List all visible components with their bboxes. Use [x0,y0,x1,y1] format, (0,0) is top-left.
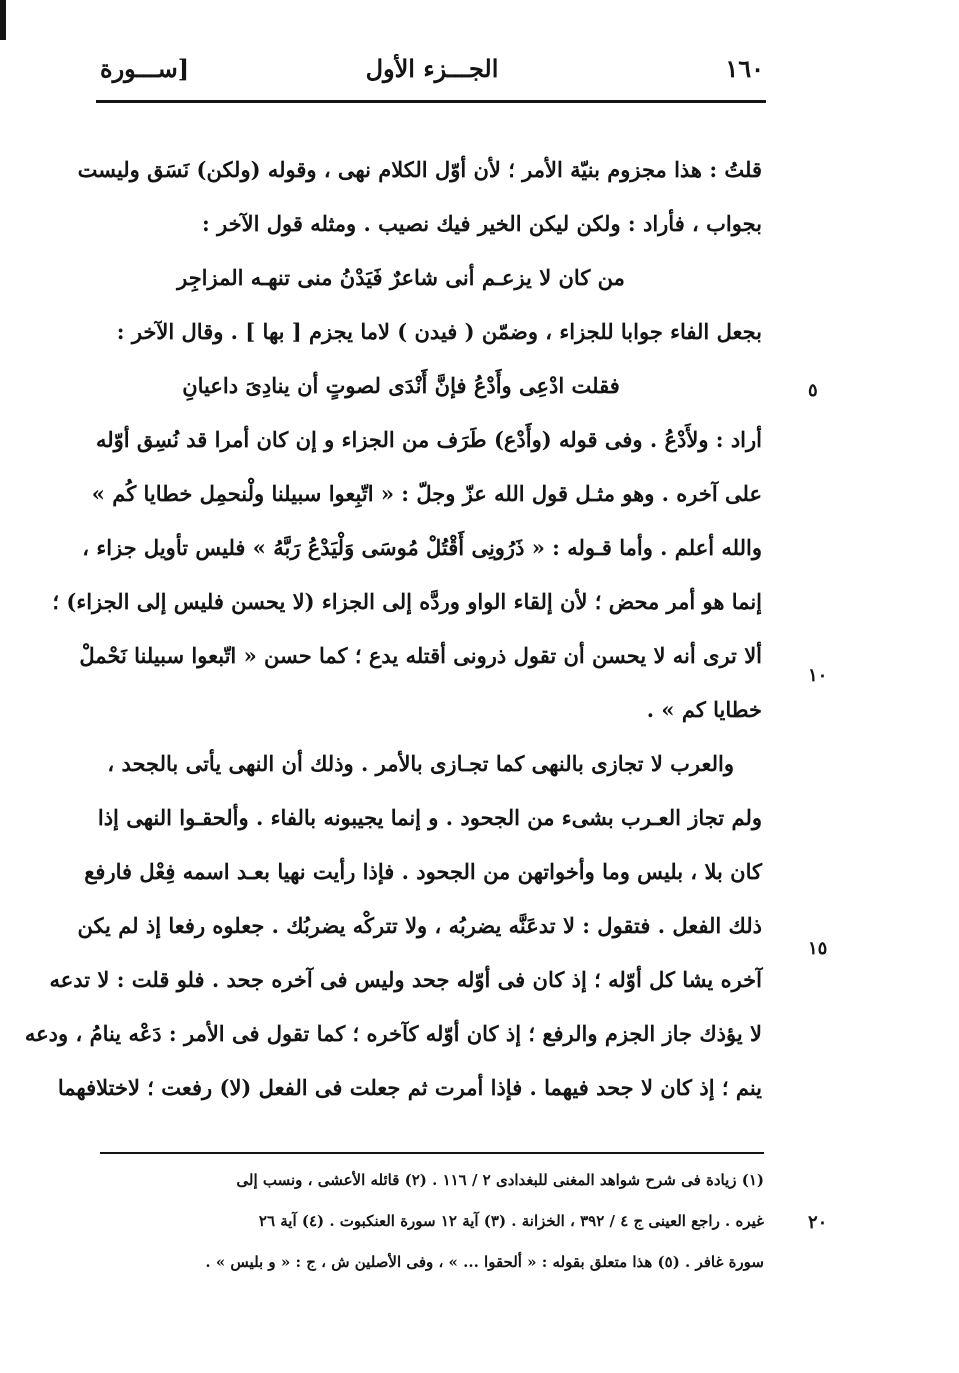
page-header [100,54,764,96]
text-line: خطايا كم » . [646,697,762,722]
scan-edge-mark [0,0,6,40]
text-line: كان بلا ، بليس وما وأخواتهن من الجحود . فإذا رأيت نهيا بعـد اسمه فِعْل فارفع [84,859,762,884]
text-line: ولم تجاز العـرب بشىء من الجحود . و إنما يجيبونه بالفاء . وألحقـوا النهى إذا [97,805,762,830]
verse-line: فقلت ادْعِى وأَدْعُ فإنَّ أَنْدَى لصوتٍ أن ينادِىَ داعيانِ [182,373,620,398]
line-number-10: ١٠ [808,665,828,686]
footnote-line: (١) زيادة فى شرح شواهد المغنى للبغدادى ٢ / ١١٦ . (٢) قائله الأعشى ، ونسب إلى [236,1171,764,1189]
text-line: ذلك الفعل . فتقول : لا تدعَنَّه يضربُه ، ولا تتركْه يضربُك . جعلوه رفعا إذ لم يكن [77,913,762,938]
line-number-20: ٢٠ [808,1212,828,1233]
text-line: قلتُ : هذا مجزوم بنيّة الأمر ؛ لأن أوّل الكلام نهى ، وقوله (ولكن) نَسَق وليست [77,157,762,182]
text-line: بجعل الفاء جوابا للجزاء ، وضمّن ( فيدن ) لاما يجزم [ بها ] . وقال الآخر : [116,319,762,344]
text-line: ألا ترى أنه لا يحسن أن تقول ذرونى أقتله يدع ؛ كما حسن « اتّبعوا سبيلنا نَحْملْ [79,643,762,668]
text-line: ينم ؛ إذ كان لا جحد فيهما . فإذا أمرت ثم جعلت فى الفعل (لا) رفعت ؛ لاختلافهما [57,1075,762,1100]
text-line: بجواب ، فأراد : ولكن ليكن الخير فيك نصيب . ومثله قول الآخر : [202,211,762,236]
footnote-line: غيره . راجع العينى ج ٤ / ٣٩٢ ، الخزانة . (٣) آية ١٢ سورة العنكبوت . (٤) آية ٢٦ [258,1212,764,1230]
footnote-rule [100,1152,764,1154]
main-text [24,143,762,1115]
header-rule [96,100,766,103]
text-line: آخره يشا كل أوّله ؛ إذ كان فى أوّله جحد وليس فى آخره جحد . فلو قلت : لا تدعه [49,967,762,992]
text-line: والعرب لا تجازى بالنهى كما تجـازى بالأمر . وذلك أن النهى يأتى بالجحد ، [107,751,734,776]
line-number-5: ٥ [808,380,818,401]
part-title: الجـــزء الأول [365,54,499,83]
text-line: والله أعلم . وأما قـوله : « ذَرُونِى أَقْتُلْ مُوسَى وَلْيَدْعُ رَبَّهُ » فليس تأويل جزاء ، [82,535,762,560]
footnotes [100,1160,764,1283]
text-line: أراد : ولأَدْعُ . وفى قوله (وأَدْع) طَرَف من الجزاء و إن كان أمرا قد نُسِق أوّله [95,427,762,452]
line-number-15: ١٥ [808,938,828,959]
page-number: ١٦٠ [725,54,764,83]
verse-line: من كان لا يزعـم أنى شاعرٌ فَيَدْنُ منى تنهـه المزاجِر [177,265,625,290]
text-line: على آخره . وهو مثـل قول الله عزّ وجلّ : « اتّبِعوا سبيلنا ولْنحمِل خطايا كُم » [91,481,762,506]
footnote-line: سورة غافر . (٥) هذا متعلق بقوله : « ألحقوا ... » ، وفى الأصلين ش ، ج : « و بليس » . [205,1253,764,1271]
surah-heading: [ســـورة [100,54,190,83]
text-line: إنما هو أمر محض ؛ لأن إلقاء الواو وردَّه إلى الجزاء (لا يحسن فليس إلى الجزاء) ؛ [52,589,762,614]
text-line: لا يؤذك جاز الجزم والرفع ؛ إذ كان أوّله كآخره ؛ كما تقول فى الأمر : دَعْه ينامُ ، ودعه [24,1021,762,1046]
